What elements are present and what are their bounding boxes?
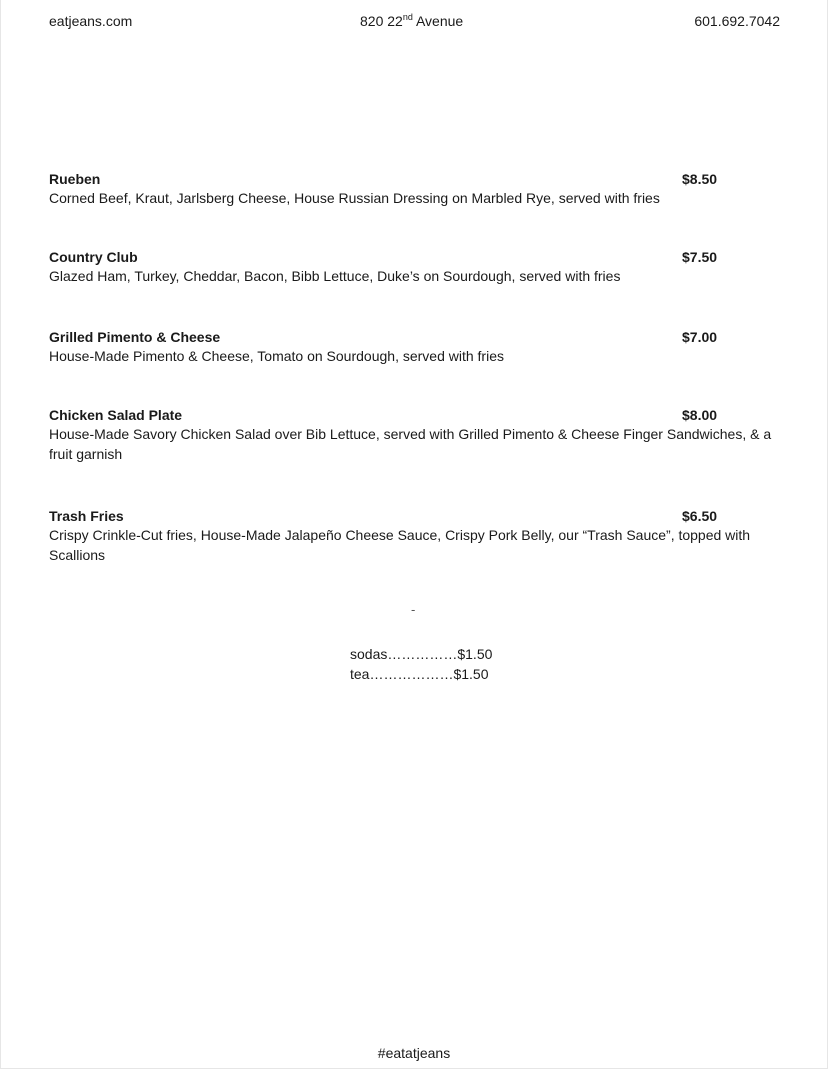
phone-number[interactable]: 601.692.7042 <box>694 13 780 29</box>
menu-item-name: Rueben <box>49 171 101 187</box>
drink-sodas: sodas……………$1.50 <box>350 646 493 662</box>
section-divider: - <box>411 602 416 617</box>
menu-item-description: Glazed Ham, Turkey, Cheddar, Bacon, Bibb Lettuce, Duke’s on Sourdough, served with fries <box>49 268 621 284</box>
menu-item-trash-fries <box>49 506 783 565</box>
menu-item-description: Crispy Crinkle-Cut fries, House-Made Jalapeño Cheese Sauce, Crispy Pork Belly, our “Trash Sauce”, topped with Scallions <box>49 527 751 563</box>
menu-item-price: $7.00 <box>682 329 718 345</box>
menu-item-name: Trash Fries <box>49 508 124 524</box>
menu-item-price: $8.00 <box>682 407 718 423</box>
menu-item-description: House-Made Pimento & Cheese, Tomato on Sourdough, served with fries <box>49 348 504 364</box>
address-street: Avenue <box>412 13 464 29</box>
menu-item-rueben <box>49 169 783 208</box>
drink-tea: tea………………$1.50 <box>350 666 489 682</box>
menu-item-description: House-Made Savory Chicken Salad over Bib Lettuce, served with Grilled Pimento & Cheese Finger Sandwiches, & a fruit garnish <box>49 426 772 462</box>
menu-item-price: $7.50 <box>682 249 718 265</box>
menu-item-price: $6.50 <box>682 508 718 524</box>
address <box>360 11 463 31</box>
footer-hashtag: #eatatjeans <box>377 1045 451 1061</box>
menu-item-chicken-salad <box>49 405 783 464</box>
website-link[interactable]: eatjeans.com <box>49 13 133 29</box>
menu-item-name: Grilled Pimento & Cheese <box>49 329 221 345</box>
menu-item-country-club <box>49 247 783 286</box>
drinks-list <box>350 644 492 684</box>
menu-item-name: Chicken Salad Plate <box>49 407 183 423</box>
menu-item-name: Country Club <box>49 249 138 265</box>
address-number: 820 22 <box>360 13 403 29</box>
menu-item-description: Corned Beef, Kraut, Jarlsberg Cheese, House Russian Dressing on Marbled Rye, served with fries <box>49 190 660 206</box>
page-header <box>49 11 780 31</box>
menu-item-price: $8.50 <box>682 171 718 187</box>
menu-item-grilled-pimento <box>49 327 783 366</box>
address-suffix: nd <box>402 12 413 22</box>
